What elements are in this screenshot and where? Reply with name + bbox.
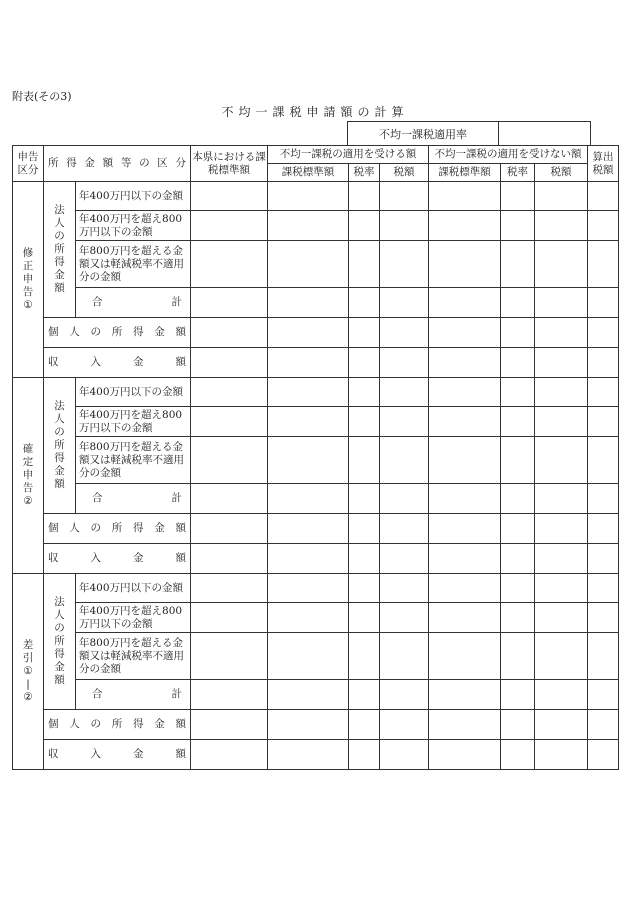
amount-cell[interactable] — [588, 710, 619, 740]
amount-cell[interactable] — [349, 544, 380, 574]
amount-cell[interactable] — [380, 211, 429, 241]
section-label-char: 告 — [22, 286, 34, 298]
corp-label-char: 額 — [54, 674, 65, 686]
row-label-total: 合計 — [76, 680, 191, 710]
amount-cell[interactable] — [501, 740, 535, 770]
section-label-char: ① — [23, 665, 33, 677]
row-label-individual: 個人の所得金額 — [44, 710, 191, 740]
amount-cell[interactable] — [588, 680, 619, 710]
amount-cell[interactable] — [191, 633, 268, 680]
amount-cell[interactable] — [501, 680, 535, 710]
amount-cell[interactable] — [268, 407, 349, 437]
amount-cell[interactable] — [268, 680, 349, 710]
corp-label-char: 得 — [54, 256, 65, 268]
corp-label-char: 金 — [54, 465, 65, 477]
amount-cell[interactable] — [380, 544, 429, 574]
amount-cell[interactable] — [191, 318, 268, 348]
amount-cell[interactable] — [191, 288, 268, 318]
amount-cell[interactable] — [588, 633, 619, 680]
amount-cell[interactable] — [535, 680, 588, 710]
section-label-char: 告 — [22, 482, 34, 494]
amount-cell[interactable] — [268, 348, 349, 378]
amount-cell[interactable] — [268, 544, 349, 574]
table-row — [13, 348, 619, 378]
amount-cell[interactable] — [588, 182, 619, 211]
header-tax-base: 課税標準額 — [268, 164, 349, 182]
amount-cell[interactable] — [380, 407, 429, 437]
amount-cell[interactable] — [380, 182, 429, 211]
amount-cell[interactable] — [429, 514, 501, 544]
header-prefecture-base: 本県における課税標準額 — [191, 146, 268, 182]
section-label-char: ② — [23, 495, 33, 507]
amount-cell[interactable] — [191, 378, 268, 407]
amount-cell[interactable] — [588, 544, 619, 574]
section-label-char: 引 — [22, 652, 34, 664]
row-label-individual: 個人の所得金額 — [44, 514, 191, 544]
amount-cell[interactable] — [588, 211, 619, 241]
row-label-under-4m: 年400万円以下の金額 — [76, 378, 191, 407]
amount-cell[interactable] — [535, 544, 588, 574]
amount-cell[interactable] — [191, 514, 268, 544]
table-row — [13, 211, 619, 241]
amount-cell[interactable] — [588, 574, 619, 603]
amount-cell[interactable] — [268, 378, 349, 407]
table-row — [13, 437, 619, 484]
amount-cell[interactable] — [535, 318, 588, 348]
amount-cell[interactable] — [349, 484, 380, 514]
amount-cell[interactable] — [501, 437, 535, 484]
amount-cell[interactable] — [429, 211, 501, 241]
corp-label-char: 人 — [54, 217, 65, 229]
amount-cell[interactable] — [588, 378, 619, 407]
section-label-char: 定 — [22, 456, 34, 468]
corp-label-char: 法 — [54, 400, 65, 412]
section-label — [13, 574, 44, 770]
corp-income-label — [44, 378, 76, 514]
amount-cell[interactable] — [380, 437, 429, 484]
amount-cell[interactable] — [535, 603, 588, 633]
amount-cell[interactable] — [349, 710, 380, 740]
amount-cell[interactable] — [588, 318, 619, 348]
amount-cell[interactable] — [349, 680, 380, 710]
amount-cell[interactable] — [535, 633, 588, 680]
corp-label-char: 所 — [54, 243, 65, 255]
row-label-revenue: 収入金額 — [44, 740, 191, 770]
amount-cell[interactable] — [535, 348, 588, 378]
amount-cell[interactable] — [268, 182, 349, 211]
amount-cell[interactable] — [268, 241, 349, 288]
amount-cell[interactable] — [349, 288, 380, 318]
amount-cell[interactable] — [588, 348, 619, 378]
amount-cell[interactable] — [429, 574, 501, 603]
amount-cell[interactable] — [501, 241, 535, 288]
row-label-4m-8m: 年400万円を超え800万円以下の金額 — [76, 211, 191, 241]
table-row — [13, 740, 619, 770]
amount-cell[interactable] — [349, 574, 380, 603]
amount-cell[interactable] — [535, 514, 588, 544]
section-label-char: | — [26, 678, 30, 690]
row-label-4m-8m: 年400万円を超え800万円以下の金額 — [76, 407, 191, 437]
amount-cell[interactable] — [268, 633, 349, 680]
table-row — [13, 182, 619, 211]
amount-cell[interactable] — [501, 484, 535, 514]
header-tax-amount: 税額 — [535, 164, 588, 182]
amount-cell[interactable] — [588, 603, 619, 633]
row-label-individual: 個人の所得金額 — [44, 318, 191, 348]
corp-label-char: の — [54, 230, 65, 242]
amount-cell[interactable] — [380, 710, 429, 740]
amount-cell[interactable] — [535, 241, 588, 288]
table-row — [13, 710, 619, 740]
amount-cell[interactable] — [268, 211, 349, 241]
amount-cell[interactable] — [429, 484, 501, 514]
amount-cell[interactable] — [429, 241, 501, 288]
corp-label-char: 人 — [54, 413, 65, 425]
corp-label-char: 額 — [54, 478, 65, 490]
amount-cell[interactable] — [380, 680, 429, 710]
amount-cell[interactable] — [501, 603, 535, 633]
corp-label-char: 法 — [54, 596, 65, 608]
amount-cell[interactable] — [268, 514, 349, 544]
amount-cell[interactable] — [268, 574, 349, 603]
amount-cell[interactable] — [535, 407, 588, 437]
header-applicable: 不均一課税の適用を受ける額 — [268, 146, 429, 164]
section-label-char: 差 — [22, 639, 34, 651]
amount-cell[interactable] — [588, 437, 619, 484]
amount-cell[interactable] — [349, 182, 380, 211]
amount-cell[interactable] — [501, 407, 535, 437]
amount-cell[interactable] — [429, 437, 501, 484]
table-row — [13, 603, 619, 633]
amount-cell[interactable] — [429, 288, 501, 318]
amount-cell[interactable] — [380, 603, 429, 633]
amount-cell[interactable] — [191, 680, 268, 710]
amount-cell[interactable] — [191, 348, 268, 378]
rate-label: 不均一課税適用率 — [348, 122, 499, 146]
amount-cell[interactable] — [191, 484, 268, 514]
header-tax-base: 課税標準額 — [429, 164, 501, 182]
amount-cell[interactable] — [429, 182, 501, 211]
amount-cell[interactable] — [268, 484, 349, 514]
amount-cell[interactable] — [501, 211, 535, 241]
rate-value[interactable] — [499, 122, 590, 146]
corp-label-char: 額 — [54, 282, 65, 294]
calc-table — [12, 145, 619, 770]
amount-cell[interactable] — [268, 318, 349, 348]
amount-cell[interactable] — [429, 378, 501, 407]
amount-cell[interactable] — [429, 633, 501, 680]
amount-cell[interactable] — [268, 740, 349, 770]
row-label-total: 合計 — [76, 288, 191, 318]
amount-cell[interactable] — [191, 407, 268, 437]
amount-cell[interactable] — [501, 514, 535, 544]
amount-cell[interactable] — [191, 740, 268, 770]
amount-cell[interactable] — [349, 514, 380, 544]
doc-label: 附表(その3) — [12, 90, 72, 103]
header-tax-rate: 税率 — [501, 164, 535, 182]
amount-cell[interactable] — [535, 574, 588, 603]
amount-cell[interactable] — [191, 182, 268, 211]
amount-cell[interactable] — [349, 348, 380, 378]
section-label — [13, 182, 44, 378]
row-label-revenue: 収入金額 — [44, 544, 191, 574]
amount-cell[interactable] — [380, 288, 429, 318]
corp-label-char: の — [54, 426, 65, 438]
amount-cell[interactable] — [380, 633, 429, 680]
row-label-total: 合計 — [76, 484, 191, 514]
amount-cell[interactable] — [535, 710, 588, 740]
amount-cell[interactable] — [268, 603, 349, 633]
amount-cell[interactable] — [429, 740, 501, 770]
doc-title: 不均一課税申請額の計算 — [221, 105, 409, 119]
corp-label-char: 金 — [54, 661, 65, 673]
amount-cell[interactable] — [501, 710, 535, 740]
table-row — [13, 378, 619, 407]
corp-label-char: 所 — [54, 635, 65, 647]
amount-cell[interactable] — [191, 241, 268, 288]
amount-cell[interactable] — [535, 182, 588, 211]
amount-cell[interactable] — [349, 211, 380, 241]
row-label-over-8m: 年800万円を超える金額又は軽減税率不適用分の金額 — [76, 241, 191, 288]
amount-cell[interactable] — [191, 710, 268, 740]
amount-cell[interactable] — [380, 378, 429, 407]
amount-cell[interactable] — [535, 484, 588, 514]
amount-cell[interactable] — [588, 241, 619, 288]
amount-cell[interactable] — [191, 437, 268, 484]
amount-cell[interactable] — [501, 348, 535, 378]
amount-cell[interactable] — [535, 211, 588, 241]
amount-cell[interactable] — [501, 182, 535, 211]
corp-label-char: の — [54, 622, 65, 634]
amount-cell[interactable] — [380, 484, 429, 514]
amount-cell[interactable] — [588, 484, 619, 514]
section-label-char: 正 — [22, 260, 34, 272]
amount-cell[interactable] — [535, 437, 588, 484]
amount-cell[interactable] — [380, 740, 429, 770]
amount-cell[interactable] — [268, 710, 349, 740]
row-label-over-8m: 年800万円を超える金額又は軽減税率不適用分の金額 — [76, 633, 191, 680]
row-label-over-8m: 年800万円を超える金額又は軽減税率不適用分の金額 — [76, 437, 191, 484]
amount-cell[interactable] — [501, 544, 535, 574]
amount-cell[interactable] — [501, 318, 535, 348]
amount-cell[interactable] — [191, 603, 268, 633]
amount-cell[interactable] — [380, 318, 429, 348]
amount-cell[interactable] — [535, 378, 588, 407]
amount-cell[interactable] — [429, 603, 501, 633]
amount-cell[interactable] — [429, 407, 501, 437]
amount-cell[interactable] — [349, 318, 380, 348]
amount-cell[interactable] — [429, 318, 501, 348]
amount-cell[interactable] — [349, 407, 380, 437]
amount-cell[interactable] — [429, 348, 501, 378]
section-label-char: 申 — [22, 469, 34, 481]
header-tax-amount: 税額 — [380, 164, 429, 182]
amount-cell[interactable] — [380, 574, 429, 603]
amount-cell[interactable] — [429, 710, 501, 740]
amount-cell[interactable] — [380, 241, 429, 288]
amount-cell[interactable] — [588, 407, 619, 437]
amount-cell[interactable] — [349, 633, 380, 680]
section-label — [13, 378, 44, 574]
table-row — [13, 407, 619, 437]
section-label-char: 申 — [22, 273, 34, 285]
section-label-char: 確 — [22, 443, 34, 455]
row-label-revenue: 収入金額 — [44, 348, 191, 378]
corp-label-char: 所 — [54, 439, 65, 451]
amount-cell[interactable] — [380, 514, 429, 544]
amount-cell[interactable] — [191, 544, 268, 574]
amount-cell[interactable] — [191, 211, 268, 241]
table-row — [13, 484, 619, 514]
rate-box — [347, 121, 591, 146]
table-row — [13, 241, 619, 288]
section-label-char: 修 — [22, 247, 34, 259]
amount-cell[interactable] — [349, 378, 380, 407]
table-row — [13, 544, 619, 574]
table-row — [13, 633, 619, 680]
table-row — [13, 318, 619, 348]
amount-cell[interactable] — [191, 574, 268, 603]
row-label-under-4m: 年400万円以下の金額 — [76, 182, 191, 211]
amount-cell[interactable] — [349, 740, 380, 770]
header-computed: 算出税額 — [588, 146, 619, 182]
header-not-applicable: 不均一課税の適用を受けない額 — [429, 146, 588, 164]
amount-cell[interactable] — [501, 633, 535, 680]
amount-cell[interactable] — [535, 740, 588, 770]
amount-cell[interactable] — [268, 437, 349, 484]
corp-label-char: 人 — [54, 609, 65, 621]
amount-cell[interactable] — [349, 603, 380, 633]
header-tax-rate: 税率 — [349, 164, 380, 182]
amount-cell[interactable] — [429, 680, 501, 710]
amount-cell[interactable] — [588, 514, 619, 544]
table-row — [13, 514, 619, 544]
table-row — [13, 680, 619, 710]
header-income-class: 所得金額等の区分 — [44, 146, 191, 182]
amount-cell[interactable] — [501, 378, 535, 407]
row-label-4m-8m: 年400万円を超え800万円以下の金額 — [76, 603, 191, 633]
corp-label-char: 法 — [54, 204, 65, 216]
amount-cell[interactable] — [588, 740, 619, 770]
section-label-char: ② — [23, 691, 33, 703]
amount-cell[interactable] — [501, 288, 535, 318]
table-row — [13, 574, 619, 603]
corp-label-char: 得 — [54, 648, 65, 660]
corp-label-char: 金 — [54, 269, 65, 281]
corp-income-label — [44, 574, 76, 710]
amount-cell[interactable] — [429, 544, 501, 574]
amount-cell[interactable] — [380, 348, 429, 378]
table-row — [13, 288, 619, 318]
amount-cell[interactable] — [501, 574, 535, 603]
amount-cell[interactable] — [268, 288, 349, 318]
corp-income-label — [44, 182, 76, 318]
amount-cell[interactable] — [535, 288, 588, 318]
header-category: 申告区分 — [13, 146, 44, 182]
section-label-char: ① — [23, 299, 33, 311]
corp-label-char: 得 — [54, 452, 65, 464]
amount-cell[interactable] — [588, 288, 619, 318]
amount-cell[interactable] — [349, 241, 380, 288]
row-label-under-4m: 年400万円以下の金額 — [76, 574, 191, 603]
amount-cell[interactable] — [349, 437, 380, 484]
